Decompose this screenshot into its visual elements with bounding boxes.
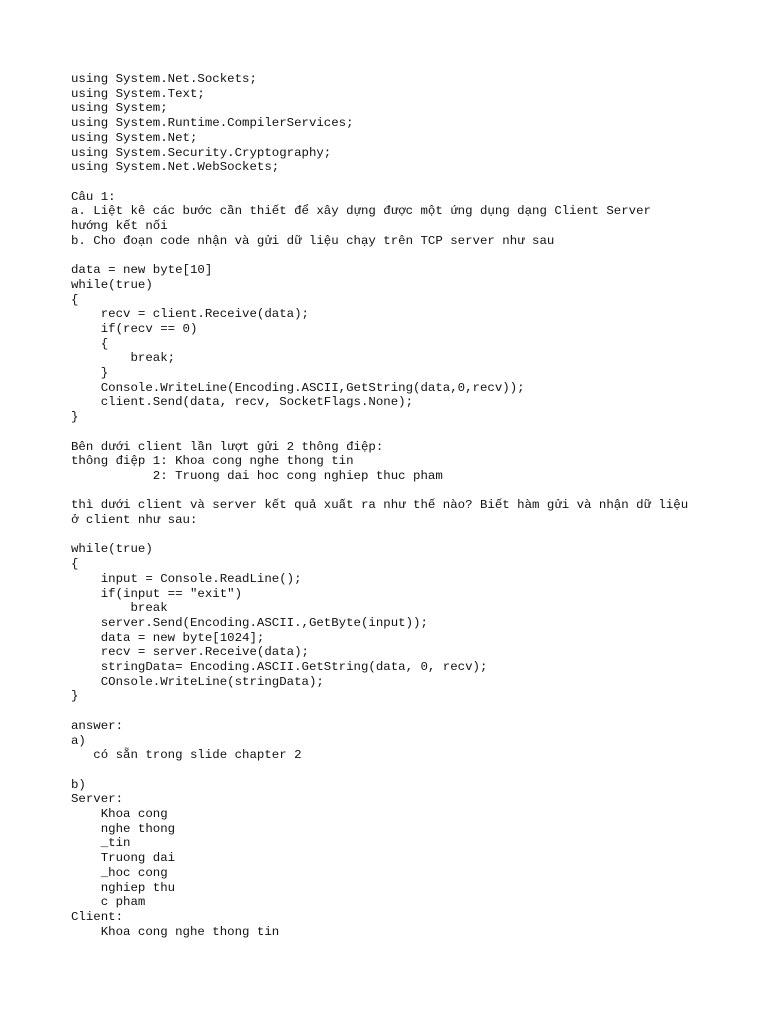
document-line: using System.Net.WebSockets; bbox=[71, 160, 280, 175]
document-line: recv = server.Receive(data); bbox=[71, 645, 309, 660]
document-line: { bbox=[71, 292, 79, 307]
document-line: thì dưới client và server kết quả xuất ra như thế nào? Biết hàm gửi và nhận dữ liệu bbox=[71, 498, 689, 513]
document-line: Client: bbox=[71, 909, 124, 924]
document-line: COnsole.WriteLine(stringData); bbox=[71, 674, 324, 689]
document-line: Khoa cong nghe thong tin bbox=[71, 924, 280, 939]
document-line: if(recv == 0) bbox=[71, 321, 198, 336]
document-line: input = Console.ReadLine(); bbox=[71, 571, 302, 586]
document-text-body bbox=[71, 72, 688, 939]
document-line: answer: bbox=[71, 718, 124, 733]
document-line: c pham bbox=[71, 895, 146, 910]
document-line: { bbox=[71, 557, 79, 572]
document-line: Bên dưới client lần lượt gửi 2 thông điệp: bbox=[71, 439, 384, 454]
document-line: break bbox=[71, 601, 168, 616]
document-line: 2: Truong dai hoc cong nghiep thuc pham bbox=[71, 468, 443, 483]
document-line bbox=[71, 528, 688, 543]
document-line: using System.Net; bbox=[71, 130, 198, 145]
document-line: client.Send(data, recv, SocketFlags.None); bbox=[71, 395, 414, 410]
document-line bbox=[71, 175, 688, 190]
document-line: a. Liệt kê các bước cần thiết để xây dựng được một ứng dụng dạng Client Server bbox=[71, 204, 651, 219]
document-line: using System.Runtime.CompilerServices; bbox=[71, 116, 354, 131]
document-line bbox=[71, 763, 688, 778]
document-line bbox=[71, 425, 688, 440]
document-line: } bbox=[71, 366, 109, 381]
document-line: data = new byte[1024]; bbox=[71, 630, 265, 645]
document-line: nghiep thu bbox=[71, 880, 176, 895]
document-line: using System; bbox=[71, 101, 168, 116]
document-line bbox=[71, 248, 688, 263]
document-line: stringData= Encoding.ASCII.GetString(data, 0, recv); bbox=[71, 660, 488, 675]
document-line: { bbox=[71, 336, 109, 351]
document-line: có sẵn trong slide chapter 2 bbox=[71, 748, 302, 763]
document-line: b. Cho đoạn code nhận và gửi dữ liệu chạy trên TCP server như sau bbox=[71, 233, 555, 248]
document-line: break; bbox=[71, 351, 176, 366]
document-line: b) bbox=[71, 777, 86, 792]
document-line: server.Send(Encoding.ASCII.,GetByte(input)); bbox=[71, 615, 428, 630]
document-line: while(true) bbox=[71, 542, 153, 557]
document-line: using System.Security.Cryptography; bbox=[71, 145, 332, 160]
document-line: using System.Text; bbox=[71, 86, 205, 101]
document-line: while(true) bbox=[71, 277, 153, 292]
document-line: ở client như sau: bbox=[71, 513, 198, 528]
document-line: Truong dai bbox=[71, 851, 176, 866]
document-line: _hoc cong bbox=[71, 865, 168, 880]
document-line: recv = client.Receive(data); bbox=[71, 307, 309, 322]
document-line: Console.WriteLine(Encoding.ASCII,GetString(data,0,recv)); bbox=[71, 380, 525, 395]
document-line: Khoa cong bbox=[71, 807, 168, 822]
document-line: using System.Net.Sockets; bbox=[71, 72, 257, 86]
document-line: Server: bbox=[71, 792, 124, 807]
document-line bbox=[71, 484, 688, 499]
document-line: hướng kết nối bbox=[71, 219, 168, 234]
document-line: } bbox=[71, 410, 79, 425]
document-line: a) bbox=[71, 733, 86, 748]
document-line bbox=[71, 704, 688, 719]
document-line: } bbox=[71, 689, 79, 704]
document-line: nghe thong bbox=[71, 821, 176, 836]
document-line: Câu 1: bbox=[71, 189, 116, 204]
document-line: if(input == "exit") bbox=[71, 586, 243, 601]
document-line: _tin bbox=[71, 836, 131, 851]
document-line: data = new byte[10] bbox=[71, 263, 213, 278]
document-line: thông điệp 1: Khoa cong nghe thong tin bbox=[71, 454, 354, 469]
